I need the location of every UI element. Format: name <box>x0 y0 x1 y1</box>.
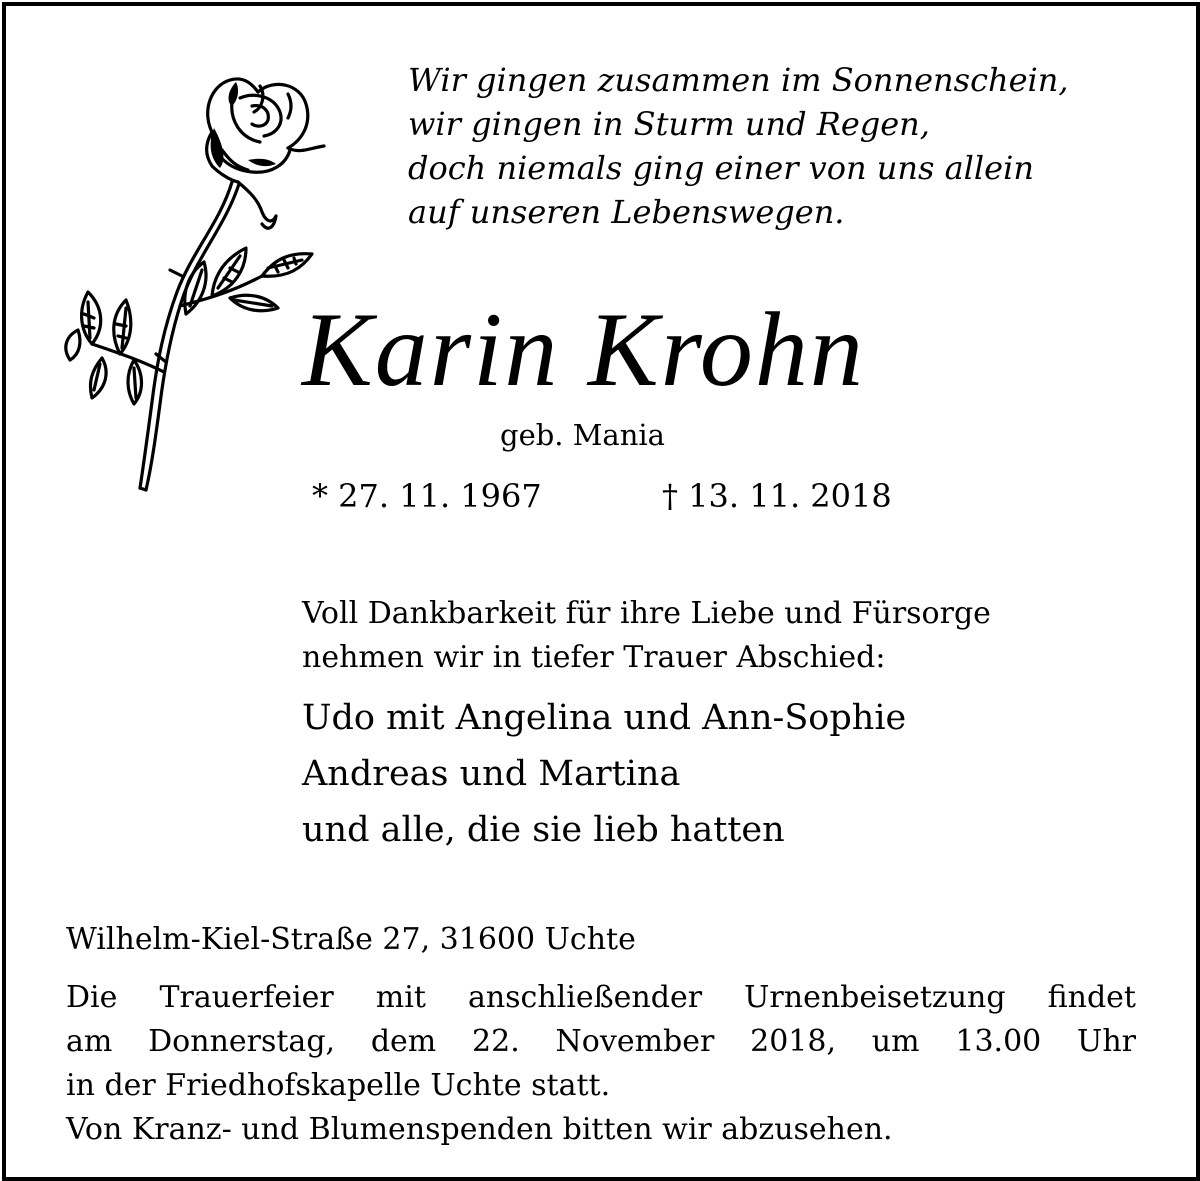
thanks-line: Voll Dankbarkeit für ihre Liebe und Fürsorge <box>302 596 991 631</box>
mourner-entry: Andreas und Martina <box>302 754 681 794</box>
rose-icon <box>62 62 338 498</box>
service-line: Die Trauerfeier mit anschließender Urnenbeisetzung findet <box>66 980 1136 1015</box>
service-line: in der Friedhofskapelle Uchte statt. <box>66 1068 611 1103</box>
family-address: Wilhelm-Kiel-Straße 27, 31600 Uchte <box>66 922 636 957</box>
thanks-text <box>302 592 991 680</box>
mourners-list <box>302 690 906 858</box>
maiden-name: geb. Mania <box>500 418 665 452</box>
deceased-name: Karin Krohn <box>302 291 865 408</box>
poem-line: wir gingen in Sturm und Regen, <box>408 105 930 143</box>
funeral-service-info <box>66 976 1136 1152</box>
poem-line: auf unseren Lebenswegen. <box>408 193 845 231</box>
thanks-line: nehmen wir in tiefer Trauer Abschied: <box>302 640 886 675</box>
birth-date: * 27. 11. 1967 <box>312 477 542 515</box>
service-line: Von Kranz- und Blumenspenden bitten wir abzusehen. <box>66 1112 893 1147</box>
mourner-entry: und alle, die sie lieb hatten <box>302 810 785 850</box>
poem-line: doch niemals ging einer von uns allein <box>408 149 1034 187</box>
mourner-entry: Udo mit Angelina und Ann-Sophie <box>302 698 907 738</box>
poem-line: Wir gingen zusammen im Sonnenschein, <box>408 61 1069 99</box>
service-line: am Donnerstag, dem 22. November 2018, um 13.00 Uhr <box>66 1024 1136 1059</box>
death-date: † 13. 11. 2018 <box>662 477 892 515</box>
poem <box>408 58 1069 234</box>
